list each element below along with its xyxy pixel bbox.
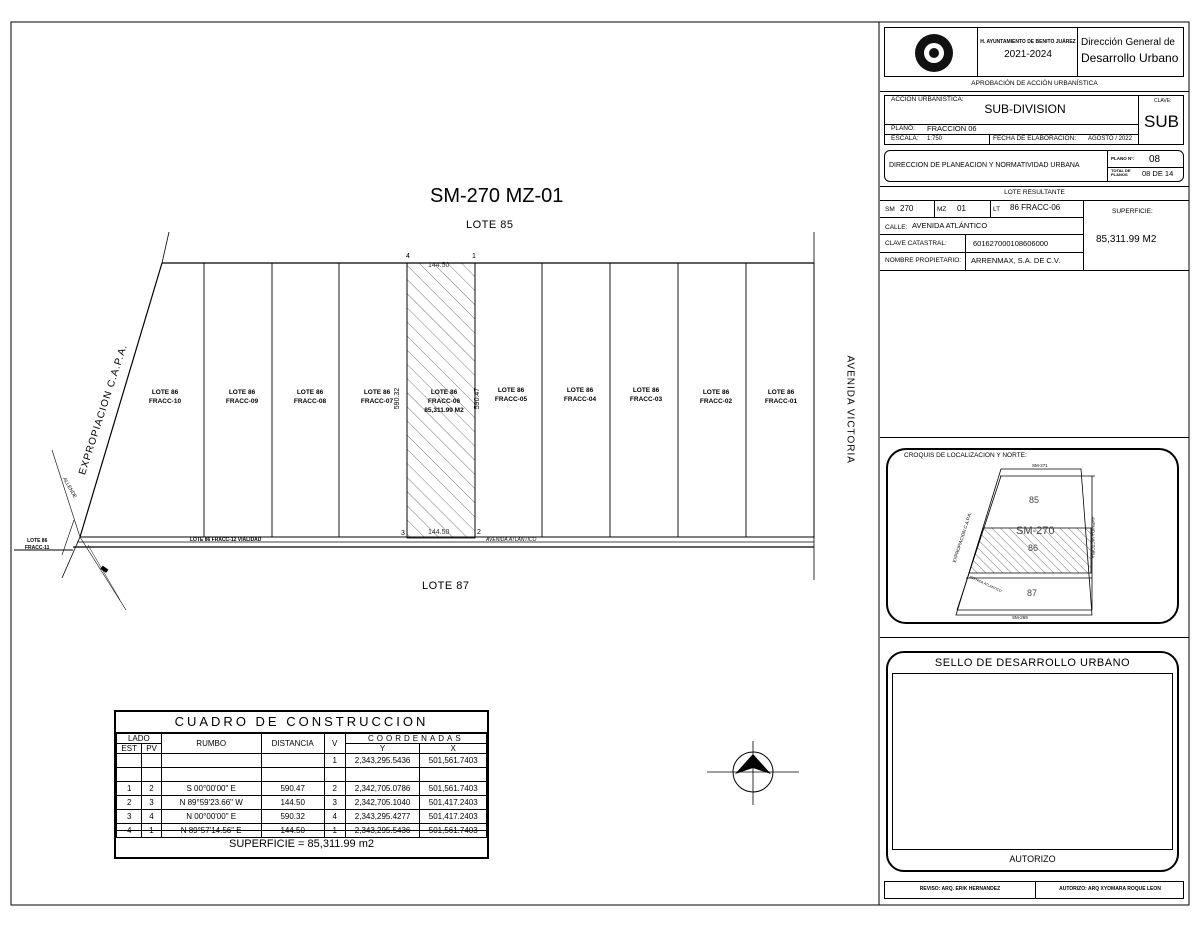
clave-catastral-value: 601627000108606000 — [973, 239, 1049, 248]
escala-value: 1:750 — [927, 136, 943, 142]
lot-label-fracc-04: LOTE 86 FRACC-04 — [563, 387, 597, 403]
planeacion-label: DIRECCION DE PLANEACION Y NORMATIVIDAD URBANA — [889, 162, 1080, 169]
lot-label-fracc-06: LOTE 86 FRACC-06 85,311.99 M2 — [424, 389, 464, 414]
clave-label: CLAVE: — [1154, 98, 1172, 104]
title-header — [884, 27, 1184, 77]
fecha-label: FECHA DE ELABORACIÓN: — [993, 135, 1077, 142]
superficie-label: SUPERFICIE: — [1112, 208, 1153, 215]
lote-resultante-grid — [880, 200, 1189, 270]
table-row: 2 3 N 89°59'23.66" W 144.50 3 2,342,705.1040 501,417.2403 — [117, 796, 487, 810]
escala-label: ESCALA: — [891, 135, 919, 142]
right-street-label: AVENIDA VICTORIA — [844, 355, 856, 464]
accion-box — [884, 95, 1184, 145]
period-label: 2021-2024 — [1004, 49, 1052, 60]
footer-box — [884, 881, 1184, 899]
construction-table — [114, 710, 489, 859]
croquis-lot85: 85 — [1029, 495, 1040, 505]
clave-value: SUB — [1144, 112, 1179, 131]
mz-label: MZ — [937, 206, 947, 213]
plano-no-label: PLANO N°: — [1111, 156, 1135, 161]
direccion-line1: Dirección General de — [1081, 37, 1175, 48]
croquis-title: CROQUIS DE LOCALIZACION Y NORTE: — [904, 452, 1027, 459]
total-planos-label: TOTAL DE PLANOS — [1111, 168, 1131, 177]
col-y: Y — [345, 744, 420, 754]
table-row — [117, 768, 487, 782]
col-coordenadas: COORDENADAS — [345, 734, 486, 744]
construction-table-title: CUADRO DE CONSTRUCCION — [116, 712, 487, 733]
dim-bottom: 144.50 — [428, 529, 450, 536]
bottom-lot-label: LOTE 87 — [422, 580, 470, 592]
table-row: 4 1 N 89°57'14.56" E 144.50 1 2,343,295.5436 501,561.7403 — [117, 824, 487, 838]
construction-table-grid — [116, 733, 487, 838]
bottom-street-right: AVENIDA ATLANTICO — [486, 537, 537, 543]
croquis-left: EXPROPIACION C.A.P.A. — [951, 511, 973, 564]
croquis-bottom: SM-269 — [1012, 615, 1028, 620]
lote-resultante-title: LOTE RESULTANTE — [1004, 189, 1065, 196]
lt-label: LT — [993, 206, 1001, 213]
plano-label: PLANO: — [891, 125, 915, 132]
plano-value: FRACCION 06 — [927, 124, 977, 133]
propietario-value: ARRENMAX, S.A. DE C.V. — [971, 256, 1061, 265]
lot-label-fracc-08: LOTE 86 FRACC-08 — [293, 389, 327, 405]
croquis-lot87: 87 — [1027, 588, 1038, 598]
lot-label-fracc-02: LOTE 86 FRACC-02 — [699, 389, 733, 405]
autorizo-label: AUTORIZO — [1009, 854, 1056, 864]
municipal-logo — [915, 34, 953, 72]
col-distancia: DISTANCIA — [261, 734, 324, 754]
col-lado: LADO — [117, 734, 162, 744]
col-v: V — [324, 734, 345, 754]
lot-label-fracc-05: LOTE 86 FRACC-05 — [494, 387, 528, 403]
table-row: 3 4 N 00°00'00" E 590.32 4 2,343,295.4277 501,417.2403 — [117, 810, 487, 824]
dim-right: 590.47 — [474, 387, 482, 410]
lot-label-fracc-09: LOTE 86 FRACC-09 — [225, 389, 259, 405]
propietario-label: NOMBRE PROPIETARIO: — [885, 257, 962, 264]
sm-value: 270 — [900, 204, 914, 213]
planeacion-box — [884, 150, 1184, 182]
clave-catastral-label: CLAVE CATASTRAL: — [885, 240, 947, 247]
vertex-4: 4 — [406, 253, 410, 260]
croquis-sm: SM-270 — [1016, 525, 1055, 537]
croquis-top: SM-271 — [1032, 463, 1048, 468]
table-row: 1 2,343,295.5436 501,561.7403 — [117, 754, 487, 768]
dim-top: 144.50 — [428, 262, 450, 269]
accion-label: ACCION URBANISTICA: — [891, 96, 964, 103]
superficie-value: 85,311.99 M2 — [1096, 234, 1157, 245]
construction-table-superficie: SUPERFICIE = 85,311.99 m2 — [116, 830, 487, 857]
autorizo-footer-label: AUTORIZO: ARQ XYOMARA ROQUE LEON — [1059, 886, 1161, 892]
top-lot-label: LOTE 85 — [466, 219, 514, 231]
ayuntamiento-label: H. AYUNTAMIENTO DE BENITO JUÁREZ — [980, 39, 1076, 45]
col-rumbo: RUMBO — [161, 734, 261, 754]
lot-label-fracc-01: LOTE 86 FRACC-01 — [764, 389, 798, 405]
croquis-right: AVENIDA VICTORIA — [1090, 516, 1096, 559]
sello-title: SELLO DE DESARROLLO URBANO — [934, 657, 1131, 669]
croquis-box — [886, 448, 1179, 624]
table-row: 1 2 S 00°00'00" E 590.47 2 2,342,705.0786 501,561.7403 — [117, 782, 487, 796]
bottom-street-left: LOTE 86 FRACC-12 VIALIDAD — [190, 537, 262, 543]
croquis-lot86: 86 — [1028, 543, 1039, 553]
lot-label-fracc-07: LOTE 86 FRACC-07 — [360, 389, 394, 405]
dim-left: 590.32 — [394, 387, 402, 410]
lot-label-fracc-10: LOTE 86 FRACC-10 — [148, 389, 182, 405]
col-pv: PV — [142, 744, 161, 754]
lot-11-label: LOTE 86 FRACC-11 — [25, 538, 50, 551]
col-est: EST — [117, 744, 142, 754]
calle-label: CALLE: — [885, 224, 908, 231]
calle-value: AVENIDA ATLÁNTICO — [912, 221, 988, 230]
vertex-1: 1 — [472, 253, 476, 260]
aprobacion-label: APROBACIÓN DE ACCIÓN URBANÍSTICA — [971, 80, 1098, 87]
vertex-2: 2 — [477, 529, 481, 536]
sello-box — [886, 651, 1179, 872]
direccion-line2: Desarrollo Urbano — [1081, 51, 1179, 65]
plan-title: SM-270 MZ-01 — [430, 185, 564, 207]
fecha-value: AGOSTO / 2022 — [1088, 136, 1132, 142]
total-planos-value: 08 DE 14 — [1142, 169, 1174, 178]
lot-label-fracc-03: LOTE 86 FRACC-03 — [629, 387, 663, 403]
left-street-label: EXPROPIACION C.A.P.A. — [77, 342, 130, 477]
reviso-label: REVISO: ARQ. ERIK HERNANDEZ — [919, 886, 1001, 892]
mz-value: 01 — [957, 204, 966, 213]
vertex-3: 3 — [401, 530, 405, 537]
north-arrow-icon — [707, 741, 799, 805]
accion-value: SUB-DIVISION — [984, 102, 1066, 116]
col-x: X — [420, 744, 487, 754]
croquis-bottom-street: AVENIDA ATLANTICO — [968, 574, 1003, 594]
lt-value: 86 FRACC-06 — [1010, 203, 1061, 212]
sm-label: SM — [885, 206, 895, 213]
plano-no-value: 08 — [1149, 154, 1161, 165]
allende-label: ALLENDE — [61, 476, 78, 500]
